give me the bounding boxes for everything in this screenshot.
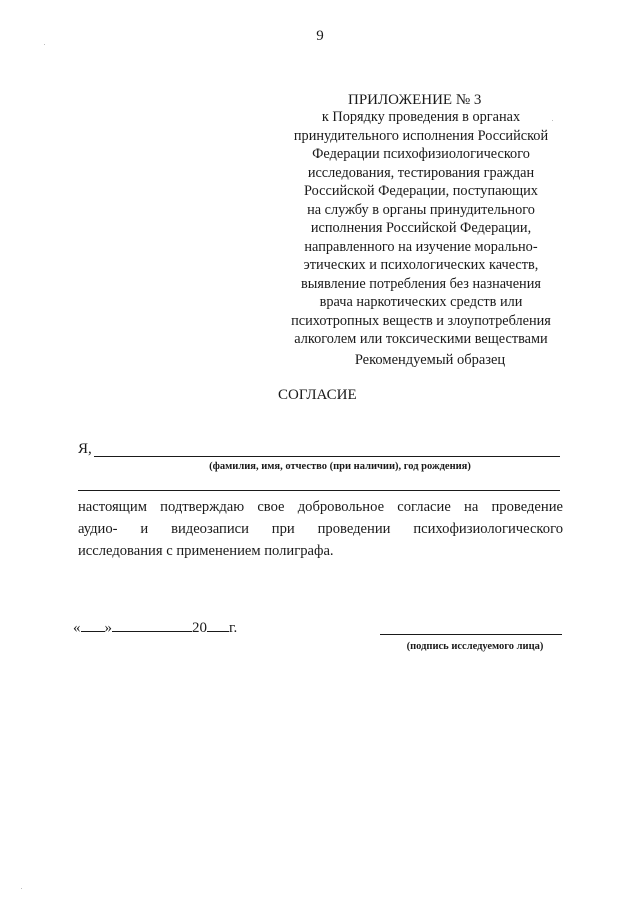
date-close-quote: » (104, 620, 112, 636)
appendix-line: исследования, тестирования граждан (307, 164, 535, 181)
appendix-reference (256, 108, 586, 349)
scan-speck (21, 888, 22, 889)
full-name-continuation-line[interactable] (78, 490, 560, 491)
day-blank[interactable] (81, 619, 105, 632)
year-prefix: 20 (192, 620, 207, 636)
consent-line: аудио- и видеозаписи при проведении психофизиологического (78, 521, 563, 537)
appendix-line: врача наркотических средств или (319, 294, 523, 310)
scan-speck (552, 120, 553, 121)
signature-line[interactable] (380, 634, 562, 635)
appendix-line: направленного на изучение морально- (304, 238, 538, 255)
page-number: 9 (316, 28, 324, 44)
consent-text (78, 496, 563, 562)
appendix-line: выявление потребления без назначения (301, 275, 541, 292)
consent-line: настоящим подтверждаю свое добровольное согласие на проведение (78, 499, 563, 515)
appendix-title: ПРИЛОЖЕНИЕ № 3 (348, 92, 482, 108)
scan-speck (44, 44, 45, 45)
signature-caption: (подпись исследуемого лица) (406, 641, 544, 652)
appendix-line: к Порядку проведения в органах (321, 109, 521, 125)
appendix-line: алкоголем или токсическими веществами (294, 331, 548, 347)
year-blank[interactable] (207, 619, 229, 632)
date-open-quote: « (73, 620, 81, 636)
appendix-line: исполнения Российской Федерации, (310, 220, 532, 236)
pronoun-label: Я, (78, 441, 92, 457)
full-name-field-line[interactable] (94, 456, 560, 457)
full-name-caption: (фамилия, имя, отчество (при наличии), год рождения) (209, 461, 471, 472)
year-suffix: г. (229, 620, 238, 636)
document-title: СОГЛАСИЕ (278, 387, 357, 403)
month-blank[interactable] (112, 619, 192, 632)
date-field (73, 619, 237, 637)
consent-line: исследования с применением полиграфа. (78, 543, 334, 559)
appendix-line: этических и психологических качеств, (303, 257, 539, 273)
sample-label: Рекомендуемый образец (354, 352, 506, 368)
appendix-line: Российской Федерации, поступающих (304, 183, 538, 199)
appendix-line: на службу в органы принудительного (307, 201, 535, 218)
appendix-line: Федерации психофизиологического (312, 146, 530, 162)
appendix-line: психотропных веществ и злоупотребления (291, 312, 551, 329)
appendix-line: принудительного исполнения Российской (293, 127, 549, 144)
